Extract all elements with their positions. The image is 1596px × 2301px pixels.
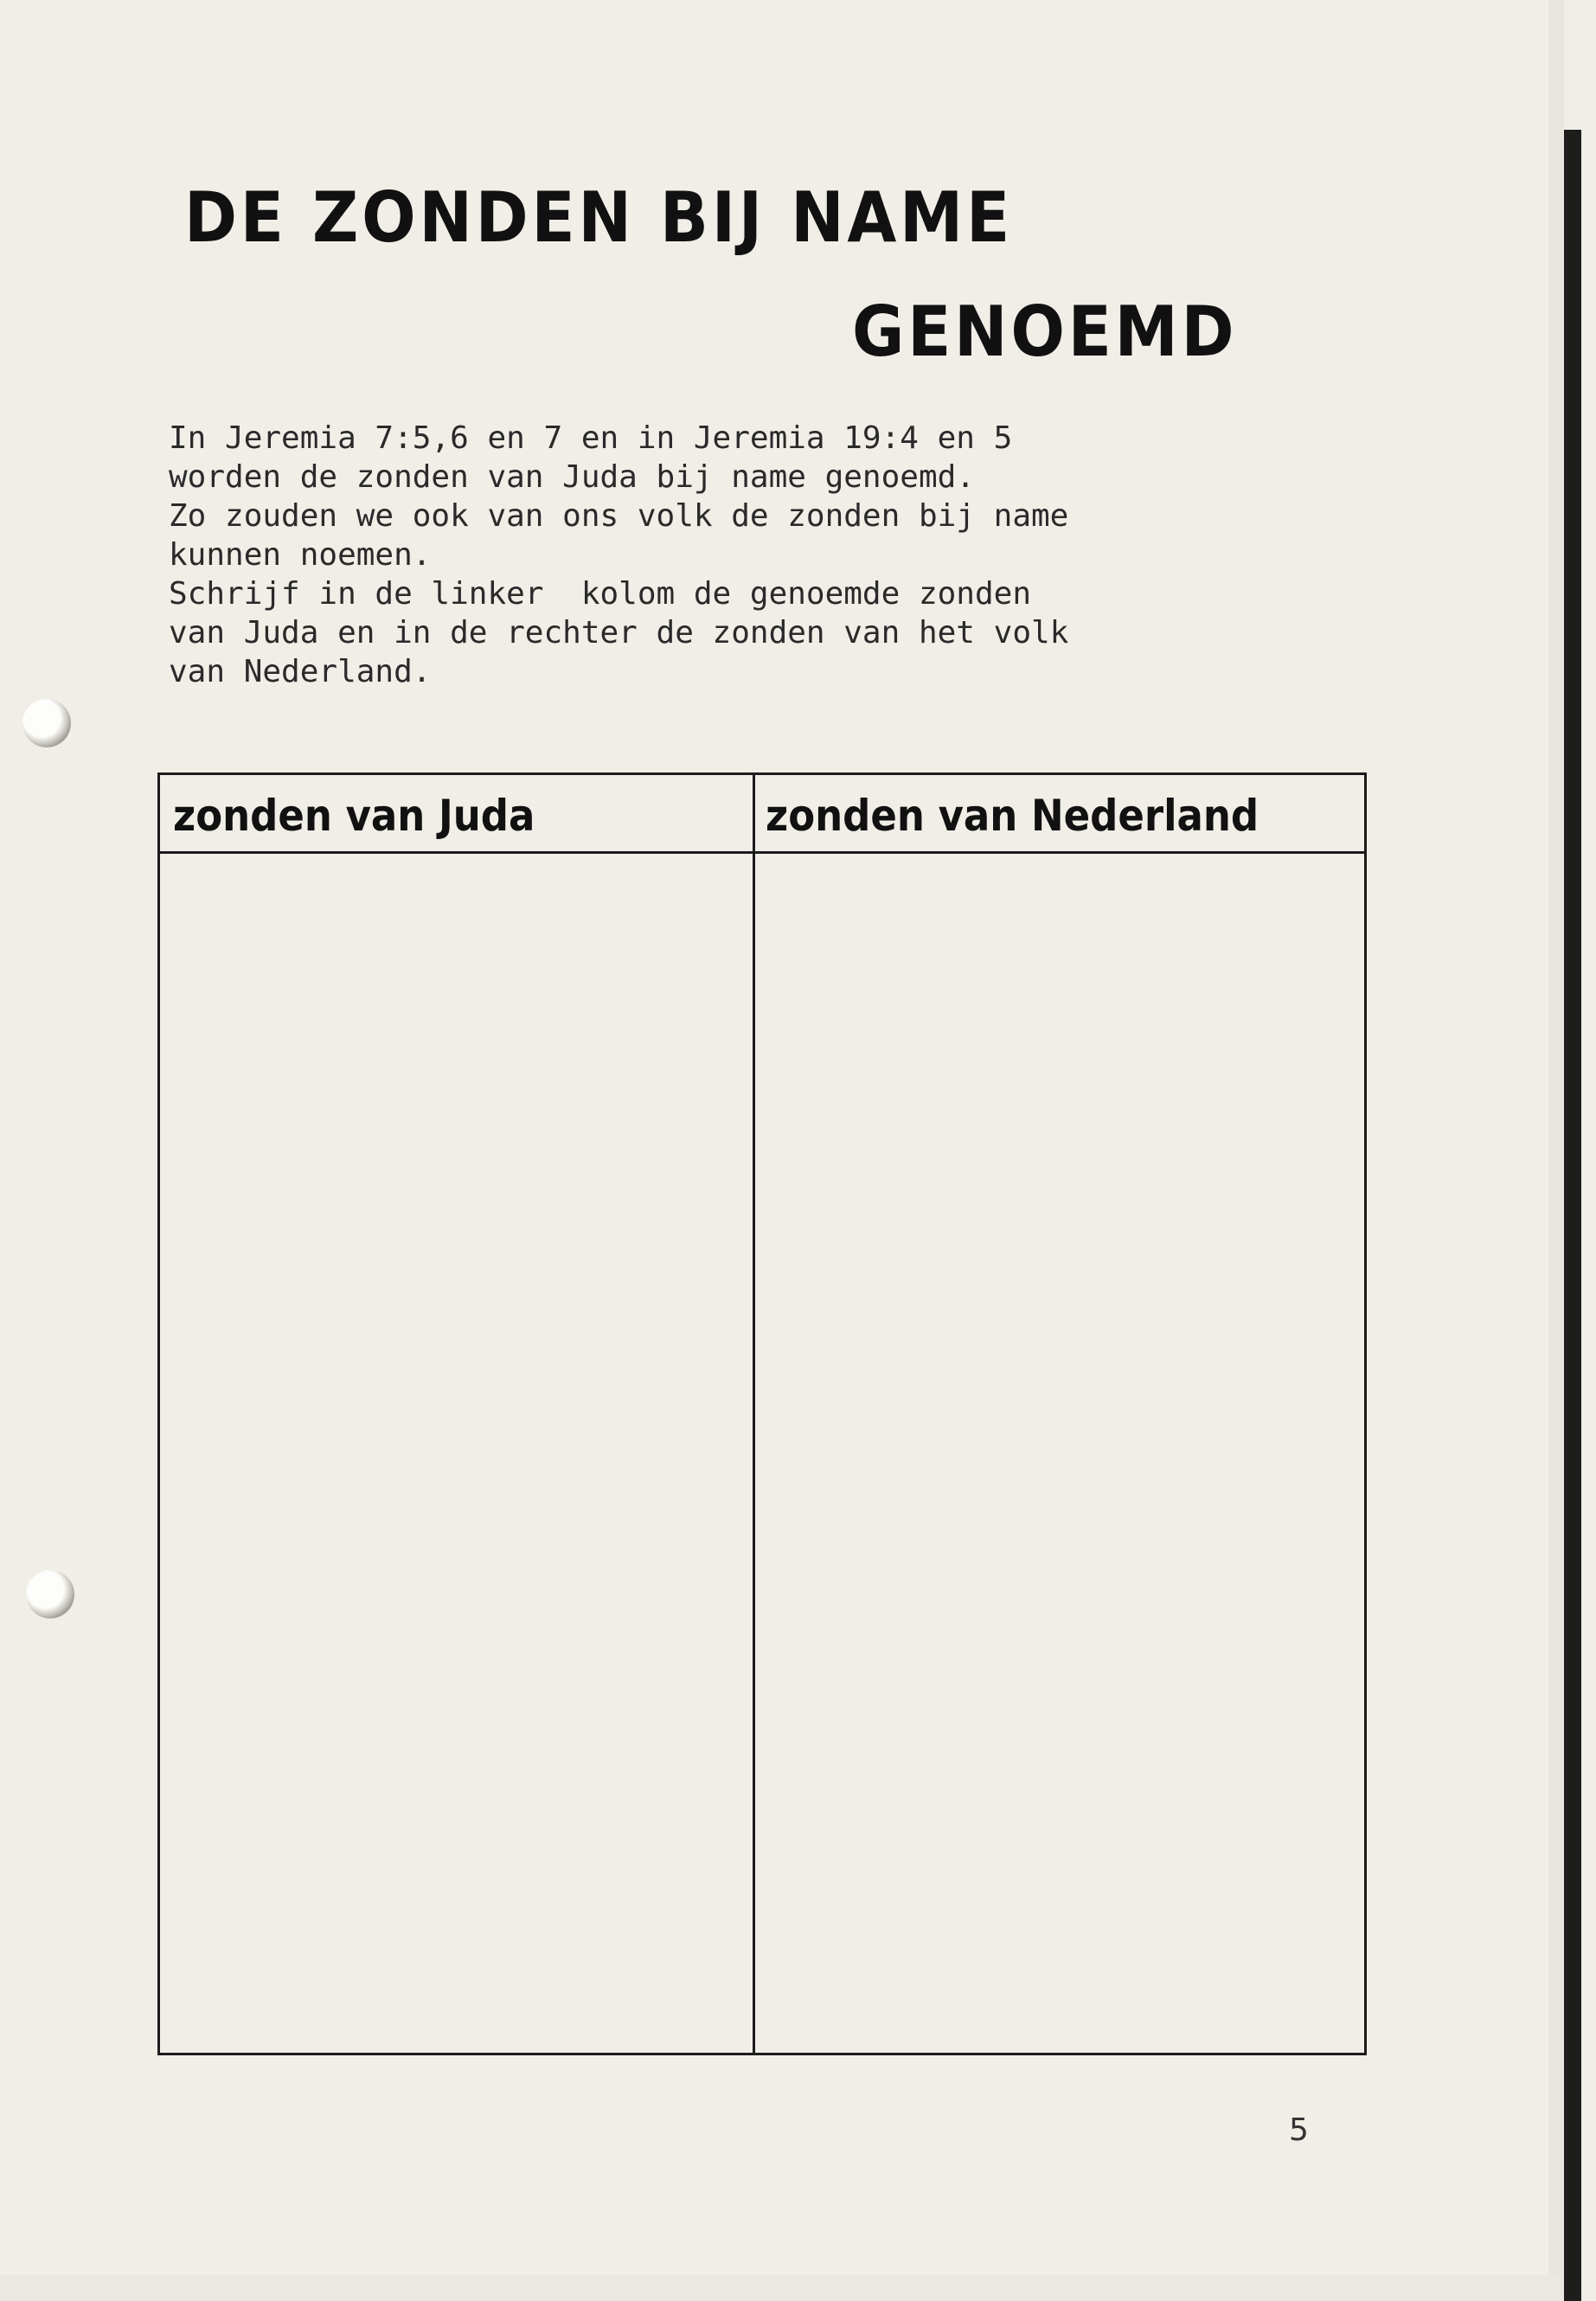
- instructions-line: van Juda en in de rechter de zonden van het volk: [169, 615, 1069, 651]
- page-edge-shadow: [1548, 0, 1564, 2301]
- page-bottom-edge: [0, 2275, 1564, 2301]
- instructions-line: Schrijf in de linker kolom de genoemde zonden: [169, 576, 1031, 612]
- page-number: 5: [1289, 2112, 1309, 2148]
- instructions-line: Zo zouden we ook van ons volk de zonden bij name: [169, 498, 1069, 534]
- column-divider: [753, 775, 755, 2053]
- answer-table: [157, 772, 1367, 2055]
- page-title-line-1: DE ZONDEN BIJ NAME: [184, 177, 1013, 258]
- instructions-line: kunnen noemen.: [169, 537, 432, 573]
- punch-hole-top: [22, 699, 71, 747]
- binding-strip: [1564, 130, 1581, 2301]
- instructions-text: [169, 419, 1336, 691]
- column-header-juda: zonden van Juda: [173, 791, 535, 841]
- instructions-line: worden de zonden van Juda bij name genoemd.: [169, 459, 975, 495]
- header-rule: [160, 851, 1364, 854]
- instructions-line: van Nederland.: [169, 654, 432, 689]
- page-title-line-2: GENOEMD: [852, 292, 1238, 372]
- punch-hole-bottom: [26, 1570, 74, 1618]
- instructions-line: In Jeremia 7:5,6 en 7 en in Jeremia 19:4 en 5: [169, 420, 1013, 456]
- column-header-nederland: zonden van Nederland: [766, 791, 1259, 841]
